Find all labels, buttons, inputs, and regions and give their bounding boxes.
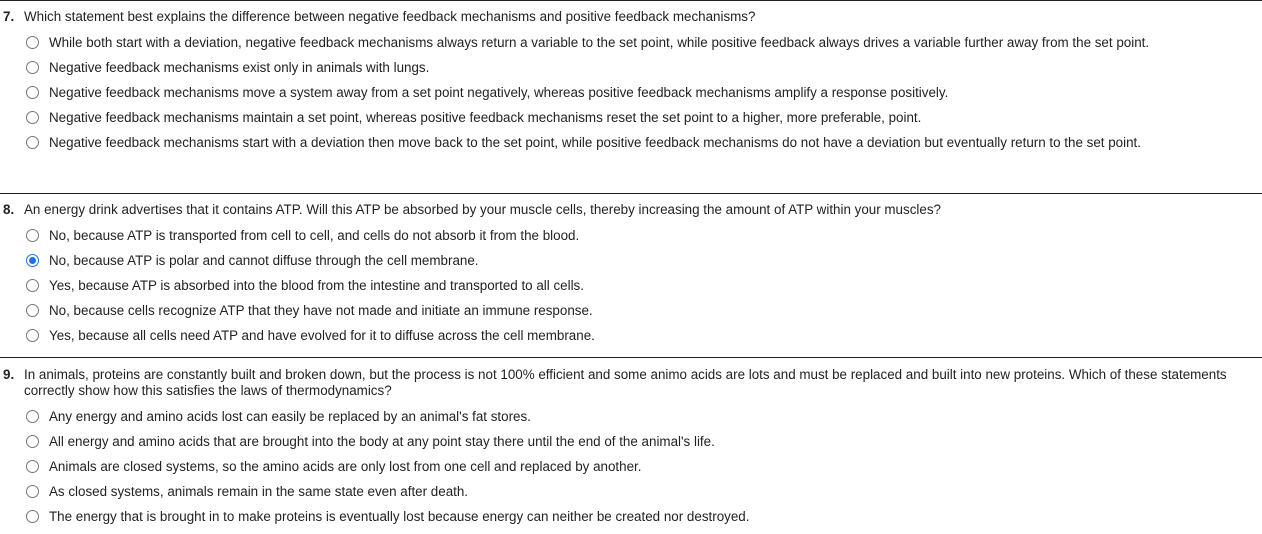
option-label: No, because ATP is polar and cannot diffuse through the cell membrane. (49, 253, 479, 268)
option-label: Negative feedback mechanisms start with a deviation then move back to the set point, while positive feedback mechanisms do not have a deviation but eventually return to the set point. (49, 135, 1141, 150)
option-label: Negative feedback mechanisms maintain a set point, whereas positive feedback mechanisms reset the set point to a higher, more preferable, point. (49, 110, 922, 125)
question-number: 9. (3, 367, 15, 382)
option-label: Negative feedback mechanisms move a system away from a set point negatively, whereas positive feedback mechanisms amplify a response positively. (49, 85, 949, 100)
answer-option[interactable] (0, 484, 1262, 500)
answer-option[interactable] (0, 278, 1262, 294)
question-text: Which statement best explains the difference between negative feedback mechanisms and positive feedback mechanisms? (24, 9, 756, 24)
question-text: In animals, proteins are constantly built and broken down, but the process is not 100% efficient and some animo acids are lots and must be replaced and built into new proteins. Which of these statements correctly show how this satisfies the laws of thermodynamics? (24, 367, 1227, 398)
radio-button-icon[interactable] (26, 136, 39, 149)
option-label: Yes, because ATP is absorbed into the blood from the intestine and transported to all cells. (49, 278, 584, 293)
answer-option[interactable] (0, 434, 1262, 450)
radio-button-icon[interactable] (26, 435, 39, 448)
answer-option[interactable] (0, 85, 1262, 101)
answer-options (0, 409, 1262, 525)
radio-button-icon[interactable] (26, 111, 39, 124)
question-number: 7. (3, 9, 15, 24)
option-label: Any energy and amino acids lost can easily be replaced by an animal's fat stores. (49, 409, 531, 424)
option-label: Yes, because all cells need ATP and have evolved for it to diffuse across the cell membrane. (49, 328, 595, 343)
option-label: No, because ATP is transported from cell to cell, and cells do not absorb it from the blood. (49, 228, 580, 243)
radio-button-icon[interactable] (26, 86, 39, 99)
radio-button-icon[interactable] (26, 229, 39, 242)
option-label: While both start with a deviation, negative feedback mechanisms always return a variable to the set point, while positive feedback always drives a variable further away from the set point. (49, 35, 1150, 50)
radio-button-icon[interactable] (26, 410, 39, 423)
answer-option[interactable] (0, 110, 1262, 126)
answer-option[interactable] (0, 303, 1262, 319)
answer-option[interactable] (0, 60, 1262, 76)
answer-option[interactable] (0, 228, 1262, 244)
answer-options (0, 35, 1262, 151)
radio-button-icon[interactable] (26, 460, 39, 473)
question-stem (0, 9, 1262, 25)
question-stem (0, 367, 1262, 399)
radio-button-icon[interactable] (26, 485, 39, 498)
radio-button-icon[interactable] (26, 36, 39, 49)
question-text: An energy drink advertises that it contains ATP. Will this ATP be absorbed by your muscle cells, thereby increasing the amount of ATP within your muscles? (24, 202, 941, 217)
answer-option-selected[interactable] (0, 253, 1262, 269)
answer-option[interactable] (0, 509, 1262, 525)
question-7 (0, 0, 1262, 160)
question-number: 8. (3, 202, 15, 217)
radio-button-icon[interactable] (26, 61, 39, 74)
answer-options (0, 228, 1262, 344)
option-label: As closed systems, animals remain in the same state even after death. (49, 484, 469, 499)
option-label: Negative feedback mechanisms exist only in animals with lungs. (49, 60, 430, 75)
radio-button-icon[interactable] (26, 304, 39, 317)
radio-button-icon[interactable] (26, 279, 39, 292)
answer-option[interactable] (0, 328, 1262, 344)
question-8 (0, 193, 1262, 353)
radio-button-selected-icon[interactable] (26, 254, 39, 267)
option-label: The energy that is brought in to make proteins is eventually lost because energy can neither be created nor destroyed. (49, 509, 750, 524)
answer-option[interactable] (0, 35, 1262, 51)
radio-button-icon[interactable] (26, 510, 39, 523)
answer-option[interactable] (0, 409, 1262, 425)
question-stem (0, 202, 1262, 218)
radio-button-icon[interactable] (26, 329, 39, 342)
answer-option[interactable] (0, 459, 1262, 475)
answer-option[interactable] (0, 135, 1262, 151)
option-label: No, because cells recognize ATP that they have not made and initiate an immune response. (49, 303, 593, 318)
question-9 (0, 357, 1262, 534)
option-label: All energy and amino acids that are brought into the body at any point stay there until the end of the animal's life. (49, 434, 715, 449)
option-label: Animals are closed systems, so the amino acids are only lost from one cell and replaced by another. (49, 459, 642, 474)
